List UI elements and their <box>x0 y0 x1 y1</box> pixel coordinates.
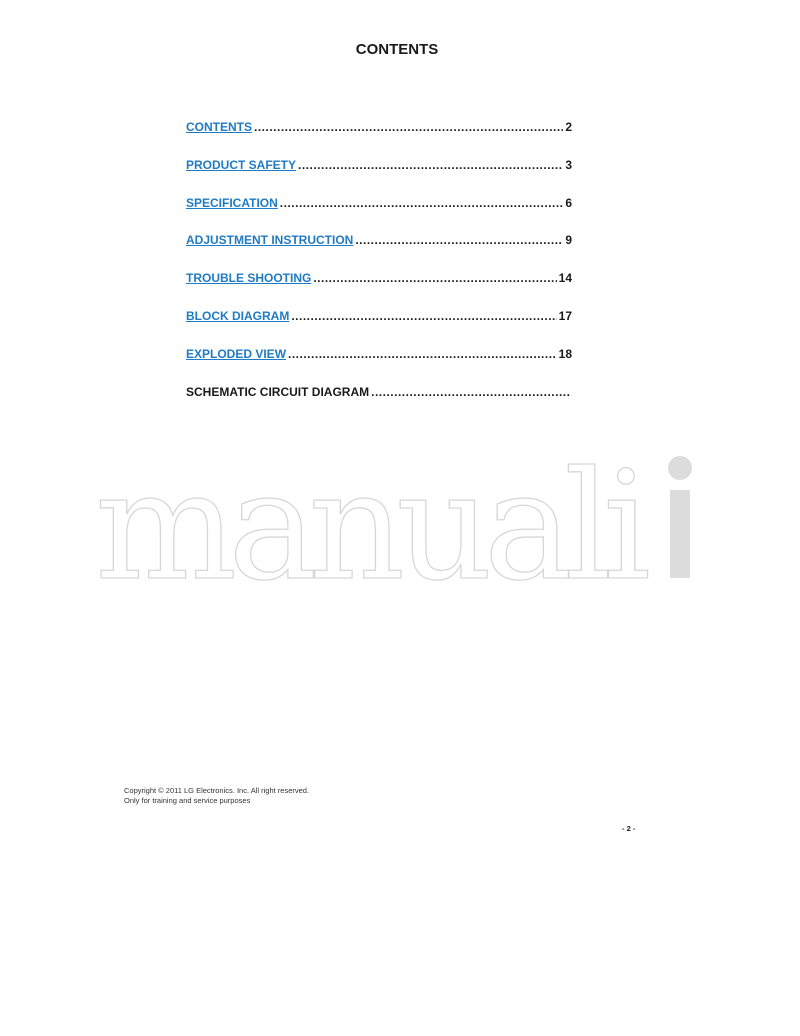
toc-link[interactable]: ADJUSTMENT INSTRUCTION <box>186 233 354 248</box>
toc-link[interactable]: EXPLODED VIEW <box>186 346 287 361</box>
toc-page: 14 <box>558 271 572 286</box>
toc-entry[interactable] <box>186 271 572 309</box>
toc-page: 17 <box>558 308 572 323</box>
toc-label: SCHEMATIC CIRCUIT DIAGRAM <box>186 384 370 399</box>
toc-page: 6 <box>565 195 572 210</box>
page-number: - 2 - <box>622 824 636 833</box>
toc-page: 3 <box>565 157 572 172</box>
toc-entry <box>186 385 572 423</box>
dot-leader <box>313 271 556 285</box>
dot-leader <box>288 347 557 361</box>
toc-link[interactable]: TROUBLE SHOOTING <box>186 271 312 286</box>
toc-entry[interactable] <box>186 120 572 158</box>
toc-link[interactable]: SPECIFICATION <box>186 195 278 210</box>
copyright-text: Copyright © 2011 LG Electronics. Inc. All right reserved. <box>124 786 310 795</box>
toc-entry[interactable] <box>186 196 572 234</box>
dot-leader <box>355 233 563 247</box>
toc-link[interactable]: CONTENTS <box>186 120 252 134</box>
watermark-dot <box>668 456 692 480</box>
toc-page: 9 <box>565 233 572 248</box>
dot-leader <box>298 158 563 172</box>
usage-note: Only for training and service purposes <box>124 796 251 805</box>
page-title: CONTENTS <box>355 41 439 58</box>
toc-entry[interactable] <box>186 233 572 271</box>
watermark-text: manuali <box>95 450 655 590</box>
footer-copyright <box>124 786 309 806</box>
dot-leader <box>371 385 570 399</box>
watermark-logo <box>95 450 705 590</box>
dot-leader <box>280 196 564 210</box>
watermark-bar <box>670 490 690 578</box>
toc-entry[interactable] <box>186 309 572 347</box>
toc-entry[interactable] <box>186 158 572 196</box>
dot-leader <box>254 120 563 134</box>
toc-link[interactable]: PRODUCT SAFETY <box>186 157 297 172</box>
toc-page: 18 <box>558 346 572 361</box>
toc-link[interactable]: BLOCK DIAGRAM <box>186 308 290 323</box>
dot-leader <box>291 309 556 323</box>
toc-page: 2 <box>565 120 572 134</box>
toc-entry[interactable] <box>186 347 572 385</box>
table-of-contents <box>186 120 572 422</box>
